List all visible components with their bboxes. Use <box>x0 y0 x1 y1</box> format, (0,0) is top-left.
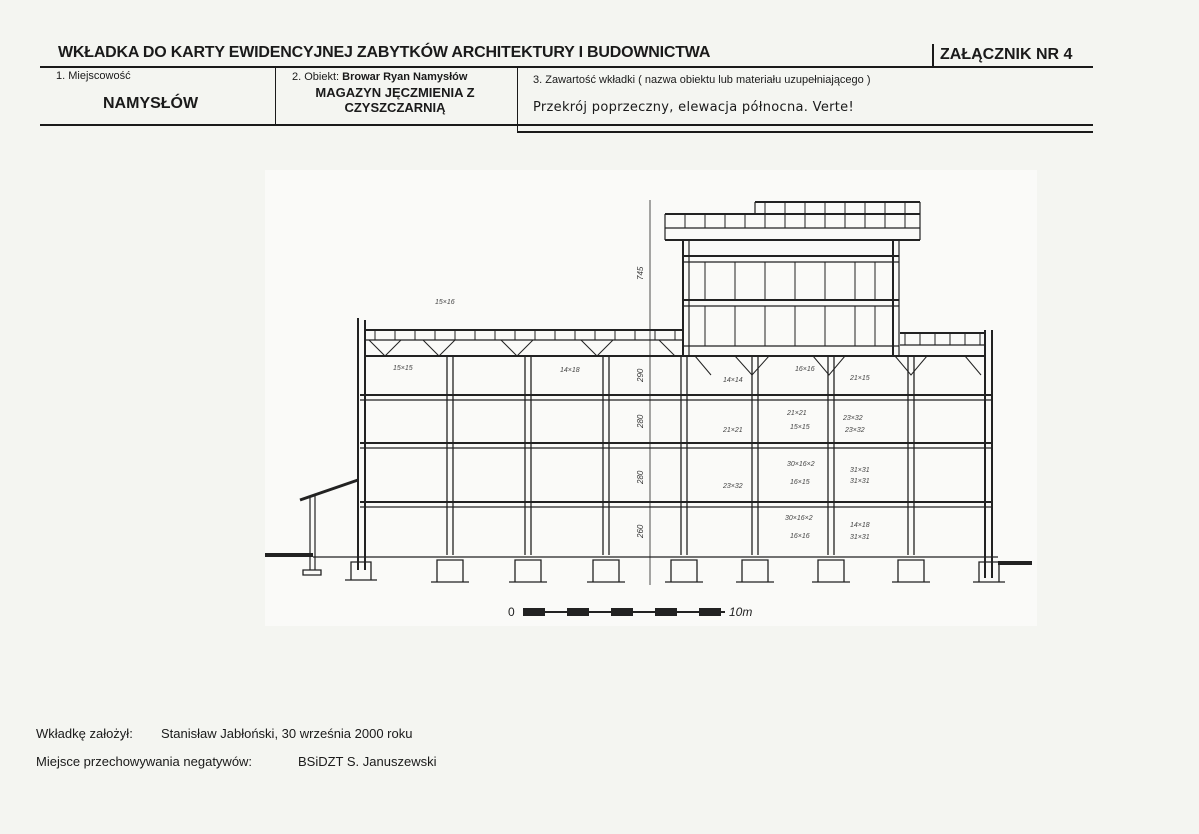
document-title: WKŁADKA DO KARTY EWIDENCYJNEJ ZABYTKÓW ARCHITEKTURY I BUDOWNICTWA <box>58 44 711 61</box>
header-rule-bottom <box>40 124 1093 126</box>
section-label: 21×21 <box>787 410 807 417</box>
dim-label: 280 <box>636 470 645 484</box>
locality-label: 1. Miejscowość <box>56 70 131 82</box>
dim-label: 280 <box>636 414 645 428</box>
section-label: 16×15 <box>790 479 810 486</box>
column-divider-2 <box>517 68 518 132</box>
header-rule-top <box>40 66 1093 68</box>
section-label: 16×16 <box>795 366 815 373</box>
object-value <box>280 85 510 115</box>
negatives-label: Miejsce przechowywania negatywów: <box>36 754 253 769</box>
cross-section-drawing <box>265 170 1037 626</box>
section-label: 15×16 <box>435 299 455 306</box>
column-divider-1 <box>275 68 276 125</box>
section-label: 21×15 <box>850 375 870 382</box>
object-label <box>292 71 467 83</box>
scale-bar <box>523 608 725 616</box>
section-labels <box>393 299 870 541</box>
section-label: 23×32 <box>723 483 743 490</box>
scale-start: 0 <box>508 605 515 619</box>
section-label: 31×31 <box>850 534 870 541</box>
dim-label: 290 <box>636 368 645 382</box>
section-label: 31×31 <box>850 478 870 485</box>
object-label-prefix: 2. Obiekt: <box>292 71 340 83</box>
section-label: 14×18 <box>850 522 870 529</box>
header-rule-bottom-right <box>517 131 1093 133</box>
columns-and-footings <box>303 356 1005 582</box>
negatives-value: BSiDZT S. Januszewski <box>298 754 437 769</box>
section-label: 23×32 <box>845 427 865 434</box>
object-value-line1: MAGAZYN JĘCZMIENIA Z <box>315 85 475 100</box>
section-label: 16×16 <box>790 533 810 540</box>
dim-label: 745 <box>636 266 645 280</box>
section-label: 14×18 <box>560 367 580 374</box>
cross-section-svg <box>265 170 1037 626</box>
object-label-name: Browar Ryan Namysłów <box>342 71 468 83</box>
object-value-line2: CZYSZCZARNIĄ <box>344 100 446 115</box>
content-value: Przekrój poprzeczny, elewacja północna. Verte! <box>533 100 854 115</box>
section-label: 21×21 <box>723 427 743 434</box>
section-label: 23×32 <box>843 415 863 422</box>
founded-by-row <box>36 726 413 741</box>
section-label: 15×15 <box>393 365 413 372</box>
scale-end: 10m <box>729 605 753 619</box>
founded-value: Stanisław Jabłoński, 30 września 2000 roku <box>161 726 413 741</box>
annex-number: ZAŁĄCZNIK NR 4 <box>932 44 1072 66</box>
locality-value: NAMYSŁÓW <box>103 95 199 112</box>
content-label: 3. Zawartość wkładki ( nazwa obiektu lub materiału uzupełniającego ) <box>533 74 871 86</box>
building-frame <box>265 200 1032 585</box>
section-label: 15×15 <box>790 424 810 431</box>
negatives-row <box>36 754 437 769</box>
founded-label: Wkładkę założył: <box>36 726 133 741</box>
section-label: 14×14 <box>723 377 743 384</box>
section-label: 30×16×2 <box>785 515 813 522</box>
section-label: 30×16×2 <box>787 461 815 468</box>
section-label: 31×31 <box>850 467 870 474</box>
dimension-labels <box>636 266 645 539</box>
dim-label: 260 <box>636 524 645 538</box>
